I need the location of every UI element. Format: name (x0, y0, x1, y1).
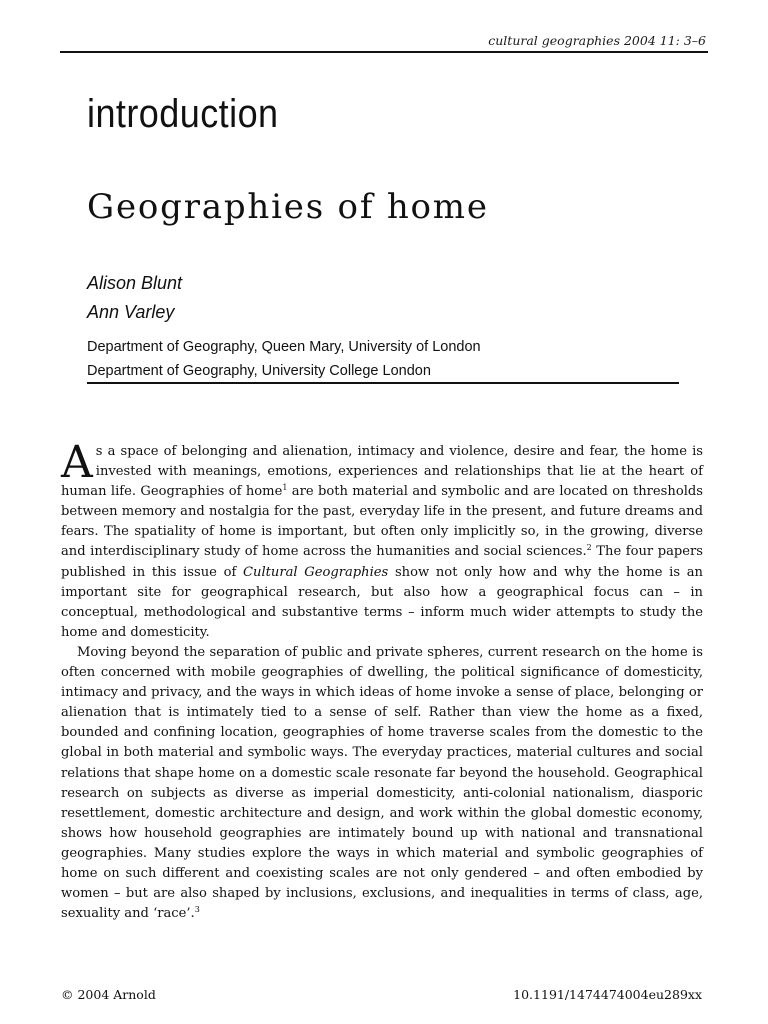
author-name: Alison Blunt (87, 273, 183, 293)
author-name: Ann Varley (87, 302, 175, 322)
drop-cap: A (61, 437, 93, 488)
article-title: Geographies of home (87, 187, 489, 227)
footnote-marker[interactable]: 2 (586, 543, 592, 553)
paragraph-text: show not only how and why the home is an important site for geographical research, but also how a geographical focus can – in conceptual, methodological and substantive terms – inform much wider attempts to study the home and domesticity. (61, 564, 703, 640)
footnote-marker[interactable]: 3 (194, 905, 200, 915)
body-paragraph (61, 643, 703, 924)
article-body (61, 437, 703, 924)
copyright-notice: © 2004 Arnold (61, 987, 156, 1002)
paragraph-text: Moving beyond the separation of public and private spheres, current research on the home is often concerned with mobile geographies of dwelling, the political significance of domesticity, intimacy and privacy, and the ways in which ideas of home invoke a sense of place, belonging or alienation that is intimately tied to a sense of self. Rather than view the home as a fixed, bounded and confining location, geographies of home traverse scales from the domestic to the global in both material and symbolic ways. The everyday practices, material cultures and social relations that shape home on a domestic scale resonate far beyond the household. Geographical research on subjects as diverse as imperial domesticity, anti-colonial nationalism, diasporic resettlement, domestic architecture and design, and work within the global domestic economy, shows how household geographies are intimately bound up with national and transnational geographies. Many studies explore the ways in which material and symbolic geographies of home on such different and coexisting scales are not only gendered – and often embodied by women – but are also shaped by inclusions, exclusions, and inequalities in terms of class, age, sexuality and ‘race’. (61, 644, 703, 922)
paragraph-text: s a space of belonging and alienation, intimacy and violence, desire and fear, the home is invested with meanings, emotions, experiences and relationships that lie at the heart of human life. Geographies of home (61, 444, 703, 500)
paragraph-text: are both material and symbolic and are located on thresholds between memory and nostalgia for the past, everyday life in the present, and future dreams and fears. The spatiality of home is important, but often only implicitly so, in the growing, diverse and interdisciplinary study of home across the humanities and social sciences. (61, 484, 703, 560)
doi: 10.1191/1474474004eu289xx (513, 987, 702, 1002)
footnote-marker[interactable]: 1 (282, 483, 288, 493)
header-rule (60, 51, 708, 53)
author-affiliation: Department of Geography, University College London (87, 363, 431, 379)
running-head: cultural geographies 2004 11: 3–6 (488, 33, 706, 48)
paragraph-text: The four papers published in this issue of (61, 544, 703, 580)
body-paragraph (61, 437, 703, 643)
section-label: introduction (87, 92, 279, 136)
affiliation-rule (87, 382, 679, 384)
author-affiliation: Department of Geography, Queen Mary, University of London (87, 339, 481, 355)
journal-title: Cultural Geographies (243, 564, 389, 580)
